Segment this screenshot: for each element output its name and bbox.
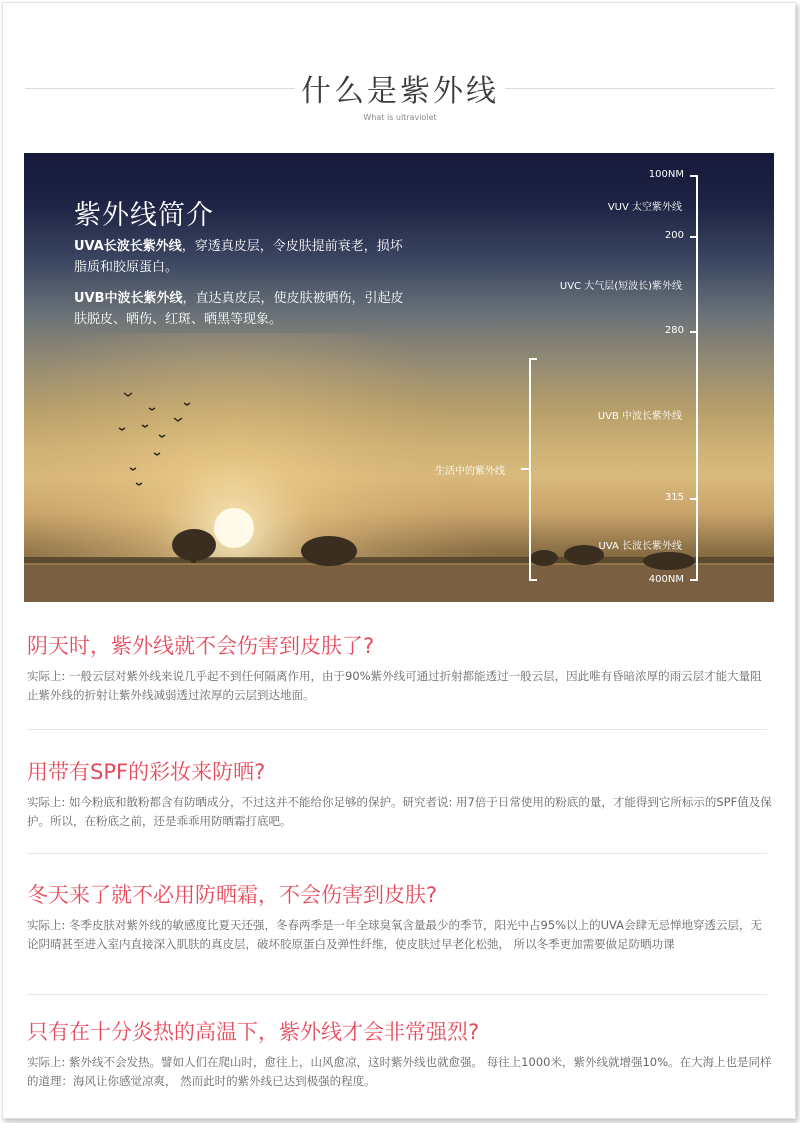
scale-tick-200	[690, 236, 698, 238]
page-subtitle: What is ultraviolet	[363, 113, 437, 122]
uva-description	[74, 236, 414, 278]
faq-question-3: 冬天来了就不必用防晒霜，不会伤害到皮肤?	[27, 883, 438, 907]
uvb-label: UVB中波长紫外线	[74, 291, 183, 306]
faq-answer-1: 实际上: 一般云层对紫外线来说几乎起不到任何隔离作用，由于90%紫外线可通过折射都能透过一般云层，因此唯有昏暗浓厚的雨云层才能大量阻止紫外线的折射让紫外线减弱透过浓厚的云层到达地面。	[27, 669, 762, 702]
faq-answer-4: 实际上: 紫外线不会发热。譬如人们在爬山时，愈往上，山风愈凉，这时紫外线也就愈强。 每往上1000米，紫外线就增强10%。在大海上也是同样的道理：海风让你感觉凉爽， 然而此时的紫外线已达到极强的程度。	[27, 1055, 772, 1088]
faq-divider-2	[27, 853, 767, 854]
header-divider-right	[505, 88, 775, 89]
life-uv-label: 生活中的紫外线	[435, 466, 505, 477]
scale-tick-280	[690, 331, 698, 333]
life-bracket-top	[529, 358, 537, 360]
faq-divider-1	[27, 729, 767, 730]
faq-answer-3: 实际上: 冬季皮肤对紫外线的敏感度比夏天还强，冬春两季是一年全球臭氧含量最少的季节，阳光中占95%以上的UVA会肆无忌惮地穿透云层，无论阴晴甚至进入室内直接深入肌肤的真皮层，破坏胶原蛋白及弹性纤维，使皮肤过早老化松弛， 所以冬季更加需要做足防晒功课	[27, 918, 762, 951]
intro-title: 紫外线简介	[74, 200, 214, 231]
band-uva: UVA 长波长紫外线	[598, 541, 682, 552]
band-vuv: VUV 太空紫外线	[607, 202, 682, 213]
scale-mark-200: 200	[664, 230, 684, 241]
band-uvb: UVB 中波长紫外线	[597, 411, 682, 422]
uva-label: UVA长波长紫外线	[74, 239, 182, 254]
page-header	[0, 0, 800, 150]
life-bracket-bottom	[529, 579, 537, 581]
uvb-text: ，直达真皮层，使皮肤被晒伤，引起皮肤脱皮、晒伤、红斑、晒黑等现象。	[74, 291, 404, 327]
faq-divider-3	[27, 994, 767, 995]
faq-answer-2: 实际上: 如今粉底和散粉都含有防晒成分，不过这并不能给你足够的保护。研究者说: 用7倍于日常使用的粉底的量，才能得到它所标示的SPF值及保护。所以，在粉底之前，还是乖乖用防晒霜打底吧。	[27, 795, 772, 828]
scale-mark-315: 315	[664, 492, 684, 503]
scale-mark-400nm: 400NM	[648, 574, 684, 585]
sun-icon	[214, 508, 254, 548]
faq-question-4: 只有在十分炎热的高温下，紫外线才会非常强烈?	[27, 1020, 480, 1044]
scale-tick-400	[690, 579, 698, 581]
uvb-description	[74, 288, 414, 330]
faq-question-1: 阴天时，紫外线就不会伤害到皮肤了?	[27, 634, 375, 658]
life-bracket-pointer	[521, 468, 530, 470]
uv-intro-banner	[24, 153, 774, 602]
uva-text: ，穿透真皮层，令皮肤提前衰老，损坏脂质和胶原蛋白。	[74, 239, 403, 275]
scale-mark-280: 280	[664, 325, 684, 336]
faq-question-2: 用带有SPF的彩妆来防晒?	[27, 760, 266, 784]
band-uvc: UVC 大气层(短波长)紫外线	[559, 281, 682, 292]
page-title: 什么是紫外线	[301, 74, 499, 109]
scale-tick-315	[690, 498, 698, 500]
scale-tick-100	[690, 175, 698, 177]
scale-mark-100nm: 100NM	[648, 169, 684, 180]
